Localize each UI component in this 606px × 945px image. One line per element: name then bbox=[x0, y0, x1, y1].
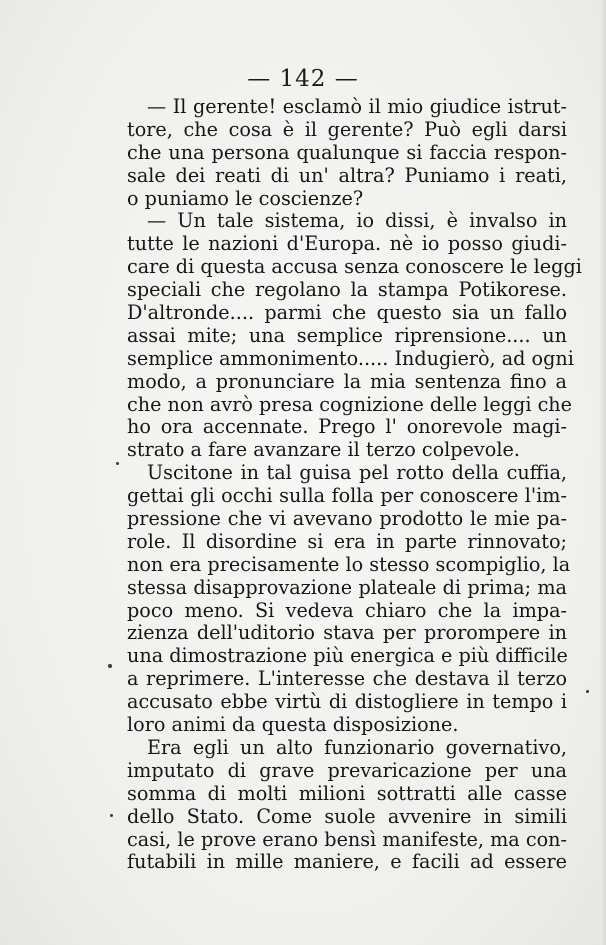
text-line: che non avrò presa cognizione delle leggi che bbox=[127, 392, 573, 416]
text-line: modo, a pronunciare la mia sentenza fino a bbox=[127, 369, 567, 393]
text-line: — Il gerente! esclamò il mio giudice istrut- bbox=[147, 95, 567, 118]
text-line: — Un tale sistema, io dissi, è invalso in bbox=[147, 209, 567, 233]
text-line: dello Stato. Come suole avvenire in simili bbox=[127, 804, 567, 828]
text-line: strato a fare avanzare il terzo colpevole. bbox=[127, 438, 520, 462]
print-speck bbox=[116, 462, 119, 465]
print-speck bbox=[108, 664, 112, 668]
print-speck bbox=[586, 690, 589, 693]
page-number: — 142 — bbox=[247, 66, 359, 92]
text-line: zienza dell'uditorio stava per prorompere in bbox=[127, 621, 567, 645]
text-line: D'altronde.... parmi che questo sia un fallo bbox=[127, 301, 567, 325]
text-line: a reprimere. L'interesse che destava il terzo bbox=[127, 667, 567, 691]
text-line: Era egli un alto funzionario governativo, bbox=[147, 735, 567, 759]
text-line: o puniamo le coscienze? bbox=[127, 186, 364, 210]
page-edge bbox=[600, 0, 606, 945]
text-line: ho ora accennate. Prego l' onorevole magi- bbox=[127, 415, 567, 439]
text-line: semplice ammonimento..... Indugierò, ad ogni bbox=[127, 346, 574, 370]
text-line: imputato di grave prevaricazione per una bbox=[127, 758, 567, 782]
text-line: speciali che regolano la stampa Potikorese. bbox=[127, 278, 567, 302]
text-line: loro animi da questa disposizione. bbox=[127, 713, 459, 737]
text-line: non era precisamente lo stesso scompiglio, la bbox=[127, 552, 571, 576]
text-line: pressione che vi avevano prodotto le mie pa- bbox=[127, 507, 567, 531]
text-line: una dimostrazione più energica e più difficile bbox=[127, 644, 568, 668]
text-line: somma di molti milioni sottratti alle casse bbox=[127, 781, 567, 805]
body-text bbox=[127, 95, 582, 874]
text-line: gettai gli occhi sulla folla per conoscere l'im- bbox=[127, 484, 567, 508]
text-line: poco meno. Si vedeva chiaro che la impa- bbox=[127, 598, 567, 622]
text-line: stessa disapprovazione plateale di prima; ma bbox=[127, 575, 567, 599]
text-line: sale dei reati di un' altra? Puniamo i reati, bbox=[127, 163, 567, 187]
text-line: tore, che cosa è il gerente? Può egli darsi bbox=[127, 117, 567, 141]
text-line: futabili in mille maniere, e facili ad essere bbox=[127, 850, 567, 874]
text-line: accusato ebbe virtù di distogliere in tempo i bbox=[127, 690, 567, 714]
text-line: che una persona qualunque si faccia respon- bbox=[127, 140, 567, 164]
text-line: tutte le nazioni d'Europa. nè io posso giudi- bbox=[127, 232, 567, 256]
print-speck bbox=[110, 814, 113, 817]
text-line: assai mite; una semplice riprensione.... un bbox=[127, 323, 567, 347]
text-line: casi, le prove erano bensì manifeste, ma con- bbox=[127, 827, 567, 851]
text-line: Uscitone in tal guisa pel rotto della cuffia, bbox=[147, 461, 567, 485]
text-line: care di questa accusa senza conoscere le leggi bbox=[127, 255, 582, 279]
text-line: role. Il disordine si era in parte rinnovato; bbox=[127, 529, 567, 553]
